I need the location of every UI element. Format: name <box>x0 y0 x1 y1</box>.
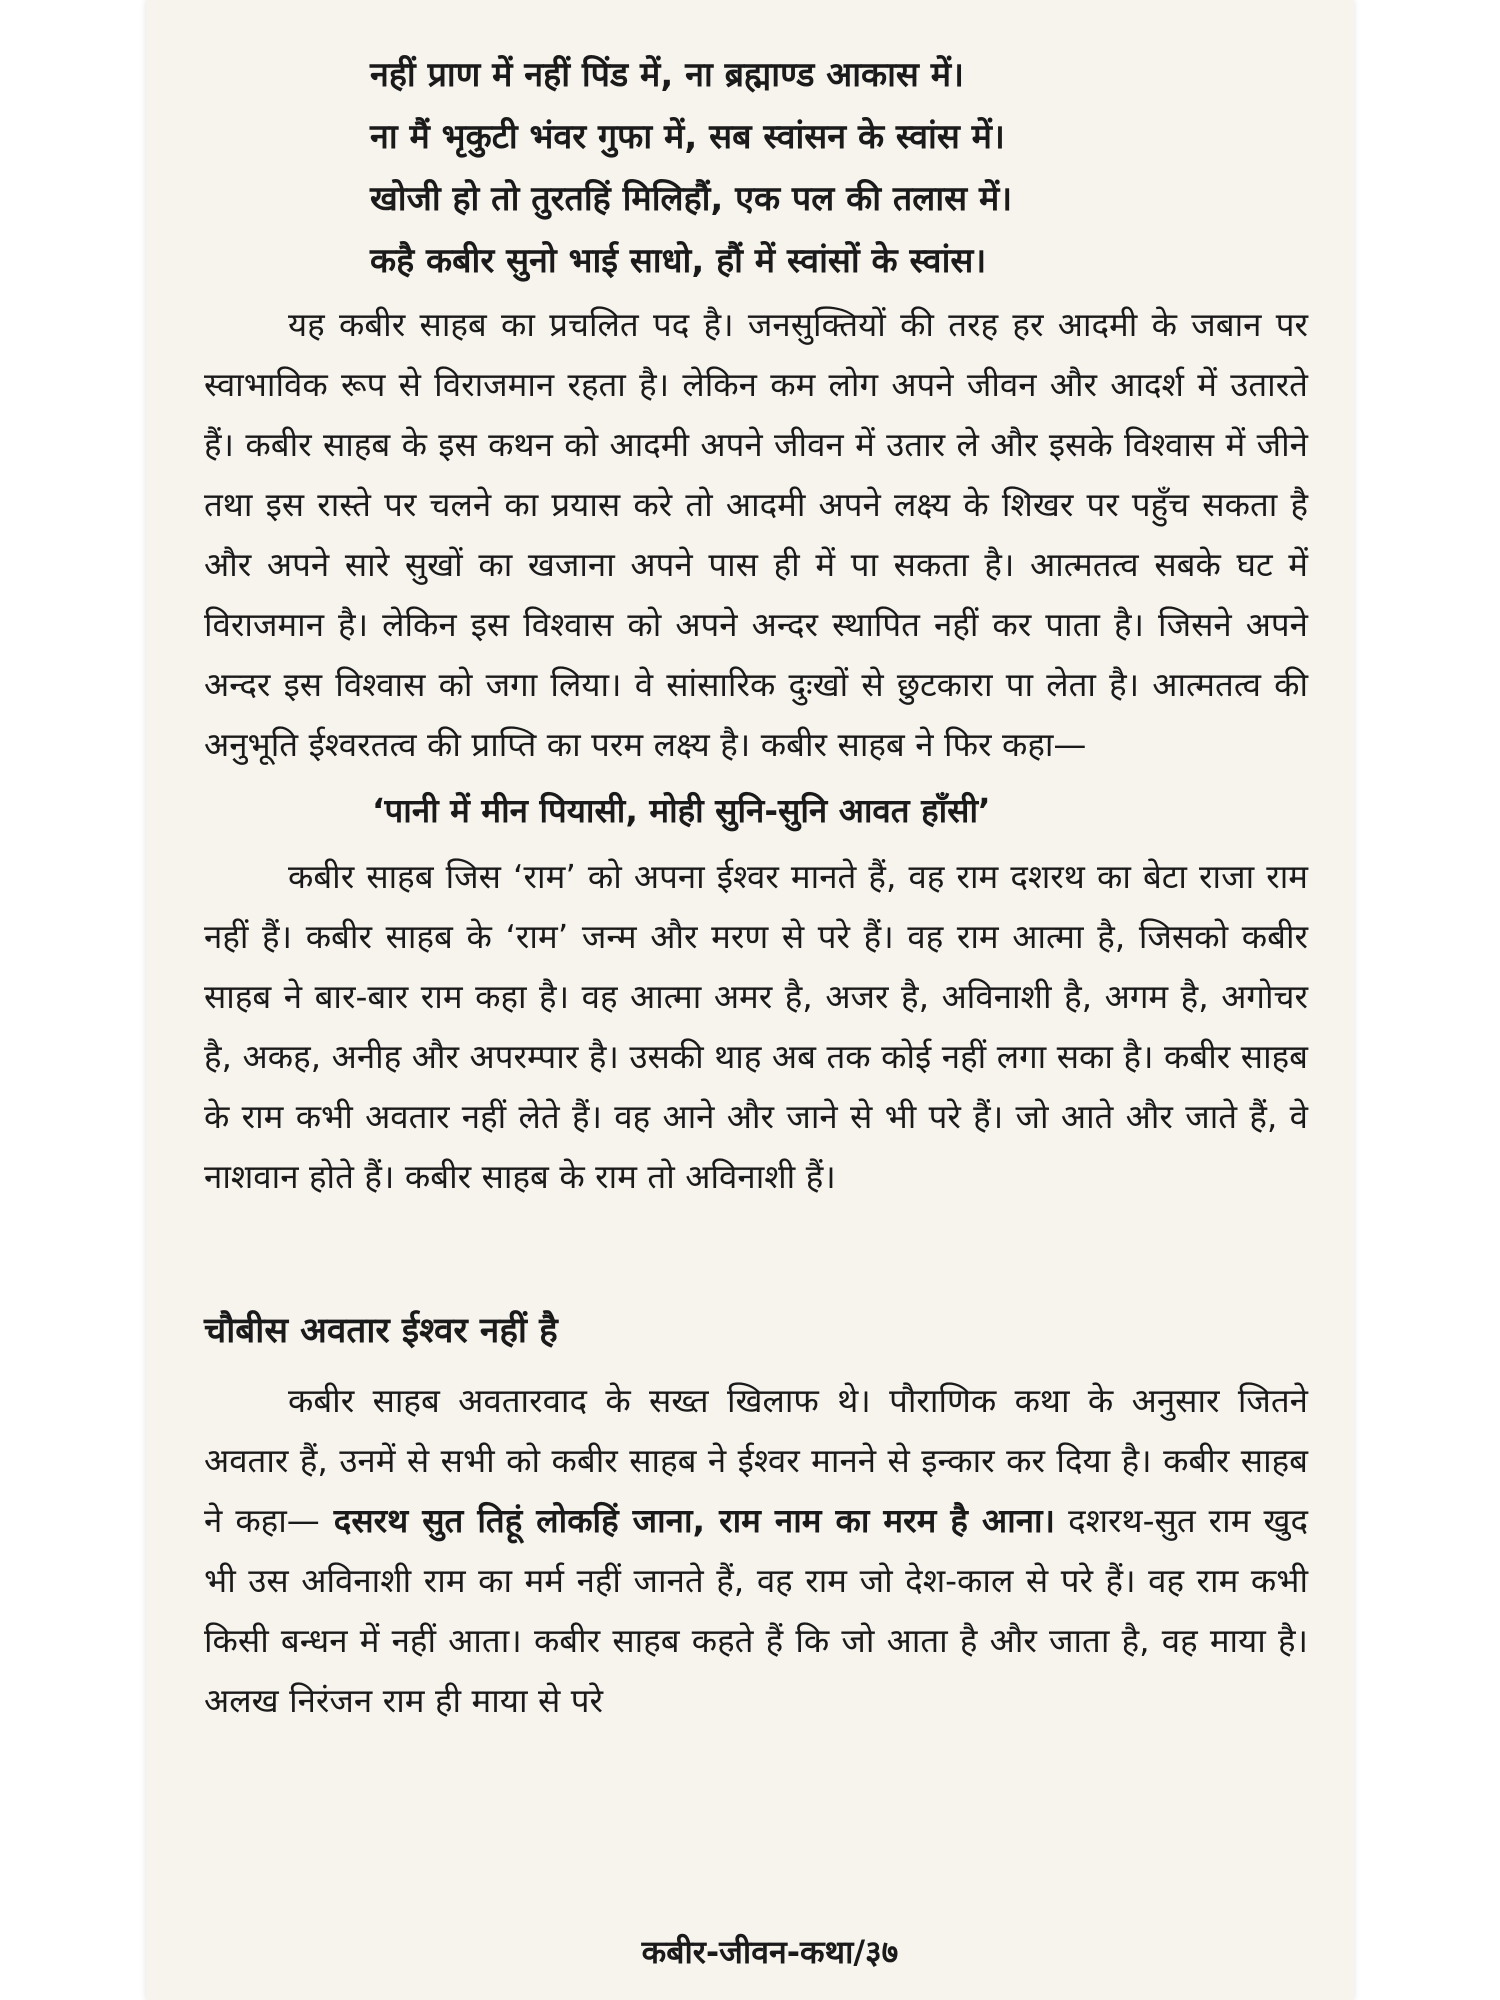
verse-line-1: नहीं प्राण में नहीं पिंड में, ना ब्रह्माण्ड आकास में। <box>370 55 964 95</box>
paragraph-1: यह कबीर साहब का प्रचलित पद है। जनसुक्तियों की तरह हर आदमी के जबान पर स्वाभाविक रूप से विराजमान रहता है। लेकिन कम लोग अपने जीवन और आदर्श में उतारते हैं। कबीर साहब के इस कथन को आदमी अपने जीवन में उतार ले और इसके विश्वास में जीने तथा इस रास्ते पर चलने का प्रयास करे तो आदमी अपने लक्ष्य के शिखर पर पहुँच सकता है और अपने सारे सुखों का खजाना अपने पास ही में पा सकता है। आत्मतत्व सबके घट में विराजमान है। लेकिन इस विश्वास को अपने अन्दर स्थापित नहीं कर पाता है। जिसने अपने अन्दर इस विश्वास को जगा लिया। वे सांसारिक दुःखों से छुटकारा पा लेता है। आत्मतत्व की अनुभूति ईश्वरतत्व की प्राप्ति का परम लक्ष्य है। कबीर साहब ने फिर कहा— <box>204 305 1308 764</box>
verse-line-2: ना मैं भृकुटी भंवर गुफा में, सब स्वांसन के स्वांस में। <box>370 117 1005 157</box>
paragraph-3 <box>204 1371 1308 1731</box>
verse-line-3: खोजी हो तो तुरतहिं मिलिहौं, एक पल की तलास में। <box>370 179 1013 219</box>
footer-title: कबीर-जीवन-कथा/ <box>641 1933 866 1971</box>
quote-line: ‘पानी में मीन पियासी, मोही सुनि-सुनि आवत हाँसी’ <box>372 791 991 830</box>
page-number: ३७ <box>865 1933 899 1971</box>
page-content <box>204 55 1308 1731</box>
paragraph-2: कबीर साहब जिस ‘राम’ को अपना ईश्वर मानते हैं, वह राम दशरथ का बेटा राजा राम नहीं हैं। कबीर साहब के ‘राम’ जन्म और मरण से परे हैं। वह राम आत्मा है, जिसको कबीर साहब ने बार-बार राम कहा है। वह आत्मा अमर है, अजर है, अविनाशी है, अगम है, अगोचर है, अकह, अनीह और अपरम्पार है। उसकी थाह अब तक कोई नहीं लगा सका है। कबीर साहब के राम कभी अवतार नहीं लेते हैं। वह आने और जाने से भी परे हैं। जो आते और जाते हैं, वे नाशवान होते हैं। कबीर साहब के राम तो अविनाशी हैं। <box>204 857 1308 1196</box>
verse-block <box>204 55 1308 281</box>
paragraph-3-lead: कबीर साहब अवतारवाद के सख्त खिलाफ थे। पौराणिक कथा के अनुसार जितने अवतार हैं, उनमें से सभी को कबीर साहब ने ईश्वर मानने से इन्कार कर दिया है। कबीर साहब ने कहा— <box>204 1381 1308 1540</box>
paragraph-3-rest: दशरथ-सुत राम खुद भी उस अविनाशी राम का मर्म नहीं जानते हैं, वह राम जो देश-काल से परे हैं। वह राम कभी किसी बन्धन में नहीं आता। कबीर साहब कहते हैं कि जो आता है और जाता है, वह माया है। अलख निरंजन राम ही माया से परे <box>204 1501 1309 1720</box>
verse-line-4: कहै कबीर सुनो भाई साधो, हौं में स्वांसों के स्वांस। <box>370 241 987 281</box>
page-footer <box>0 1932 1500 1972</box>
paragraph-3-bold-quote: दसरथ सुत तिहूं लोकहिं जाना, राम नाम का मरम है आना। <box>319 1501 1056 1540</box>
section-heading: चौबीस अवतार ईश्वर नहीं है <box>204 1311 558 1351</box>
